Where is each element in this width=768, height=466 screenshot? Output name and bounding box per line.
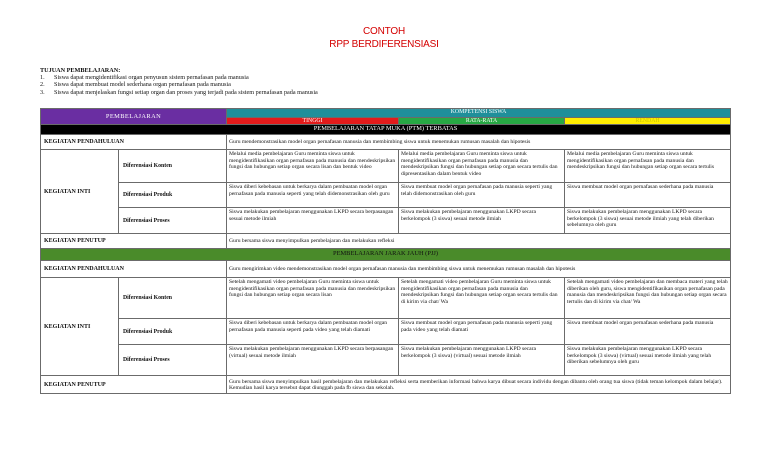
pjj-proses-label: Diferensiasi Proses [119,345,227,376]
pjj-produk-rata: Siswa membuat model organ pernafasan pada manusia seperti yang pada video yang telah diamati [399,319,565,345]
objective-item [40,89,318,96]
objective-item [40,81,318,88]
ptm-penutup-text: Guru bersama siswa menyimpulkan pembelajaran dan melakukan refleksi [227,234,731,249]
header-tinggi: TINGGI [227,118,399,125]
pjj-proses-rendah: Siswa melakukan pembelajaran menggunakan LKPD secara berkelompok (3 siswa) (virtual) sesuai metode ilmiah yang telah diberikan sebelumnya oleh guru [565,345,731,376]
pjj-penutup-label: KEGIATAN PENUTUP [41,376,227,394]
section-ptm-header: PEMBELAJARAN TATAP MUKA (PTM) TERBATAS [41,125,731,135]
document-title-line2: RPP BERDIFERENSIASI [329,39,439,50]
pjj-pendahuluan-text: Guru mengirimkan video mendemonstrasikan model organ pernafasan manusia dan membimbing siswa untuk menemukan rumusan masalah dan hipotesis [227,261,731,278]
pjj-proses-rata: Siswa melakukan pembelajaran menggunakan LKPD secara berkelompok (3 siswa) (virtual) sesuai metode ilmiah [399,345,565,376]
ptm-proses-label: Diferensiasi Proses [119,208,227,234]
rpp-table [40,108,731,394]
pjj-inti-label: KEGIATAN INTI [41,278,119,376]
ptm-konten-rata: Melalui media pembelajaran Guru meminta siswa untuk mengidentifikasikan organ pernafasan pada manusia dan mendeskripsikan fungsi dan hubungan setiap organ secara tertulis dan dipresentasikan dalam bentuk video [399,150,565,183]
ptm-pendahuluan-label: KEGIATAN PENDAHULUAN [41,135,227,150]
pjj-produk-rendah: Siswa membuat model organ pernafasan sederhana pada manusia [565,319,731,345]
ptm-inti-label: KEGIATAN INTI [41,150,119,234]
document-title-line1: CONTOH [363,26,405,37]
header-kompetensi-siswa: KOMPETENSI SISWA [227,109,731,118]
ptm-proses-tinggi: Siswa melakukan pembelajaran menggunakan LKPD secara berpasangan sesuai metode ilmiah [227,208,399,234]
ptm-penutup-label: KEGIATAN PENUTUP [41,234,227,249]
ptm-produk-rendah: Siswa membuat model organ pernafasan sederhana pada manusia [565,183,731,208]
header-rendah: RENDAH [565,118,731,125]
pjj-konten-rata: Setelah mengamati video pembelajaran Guru meminta siswa untuk mengidentifikasikan organ pernafasan pada manusia dan mendeskripsikan fungsi dan hubungan setiap organ secara tertulis dan di kirim via chat/ Wa [399,278,565,319]
ptm-konten-label: Diferensiasi Konten [119,150,227,183]
ptm-produk-label: Diferensiasi Produk [119,183,227,208]
learning-objectives [40,67,318,96]
pjj-konten-label: Diferensiasi Konten [119,278,227,319]
objectives-heading: TUJUAN PEMBELAJARAN: [40,67,121,74]
pjj-pendahuluan-label: KEGIATAN PENDAHULUAN [41,261,227,278]
ptm-proses-rendah: Siswa melakukan pembelajaran menggunakan LKPD secara berkelompok (3 siswa) sesuai metode ilmiah yang telah diberikan sebelumnya oleh guru [565,208,731,234]
objective-text: Siswa dapat menjelaskan fungsi setiap organ dan proses yang terjadi pada sistem pernafasan pada manusia [54,88,318,96]
pjj-konten-rendah: Setelah mengamati video pembelajaran dan membaca materi yang telah diberikan oleh guru, siswa mengidentifikasikan organ pernafasan pada manusia dan mendeskripsikan fungsi dan hubungan setiap organ secara tertulis dan di kirim via chat/ Wa [565,278,731,319]
header-pembelajaran: PEMBELAJARAN [41,109,227,125]
objective-text: Siswa dapat membuat model sederhana organ pernafasan pada manusia [54,81,231,89]
objective-number: 3. [40,88,45,96]
ptm-produk-rata: Siswa membuat model organ pernafasan pada manusia seperti yang telah didemonstrasikan oleh guru [399,183,565,208]
ptm-konten-tinggi: Melalui media pembelajaran Guru meminta siswa untuk mengidentifikasikan organ pernafasan pada manusia dan mendeskripsikan fungsi dan hubungan setiap organ secara lisan dan bentuk video [227,150,399,183]
pjj-produk-label: Diferensiasi Produk [119,319,227,345]
objective-item [40,74,318,81]
pjj-penutup-text: Guru bersama siswa menyimpulkan hasil pembelajaran dan melakukan refleksi serta memberikan informasi bahwa karya dibuat secara individu dengan dibantu oleh orang tua siswa (tidak teman kelompok dalam belajar). Kemudian hasil karya tersebut dapat diunggah pada fb siswa dan sekolah. [227,376,731,394]
objective-text: Siswa dapat mengidentifikasi organ penyusun sistem pernafasan pada manusia [54,74,249,82]
pjj-proses-tinggi: Siswa melakukan pembelajaran menggunakan LKPD secara berpasangan (virtual) sesuai metode ilmiah [227,345,399,376]
ptm-produk-tinggi: Siswa diberi kebebasan untuk berkarya dalam pembuatan model organ pernafasan pada manusia seperti yang telah didemonstrasikan oleh guru [227,183,399,208]
objective-number: 2. [40,81,45,89]
header-rata-rata: RATA-RATA [399,118,565,125]
section-pjj-header: PEMBELAJARAN JARAK JAUH (PJJ) [41,249,731,261]
ptm-pendahuluan-text: Guru mendemonstrasikan model organ pernafasan manusia dan membimbing siswa untuk menemukan rumusan masalah dan hipotesis [227,135,731,150]
objective-number: 1. [40,74,45,82]
ptm-proses-rata: Siswa melakukan pembelajaran menggunakan LKPD secara berkelompok (3 siswa) sesuai metode ilmiah [399,208,565,234]
pjj-konten-tinggi: Setelah mengamati video pembelajaran Guru meminta siswa untuk mengidentifikasikan organ pernafasan pada manusia dan mendeskripsikan fungsi dan hubungan setiap organ secara lisan [227,278,399,319]
ptm-konten-rendah: Melalui media pembelajaran Guru meminta siswa untuk mengidentifikasikan organ pernafasan pada manusia dan mendeskripsikan fungsi dan hubungan setiap organ secara tertulis [565,150,731,183]
pjj-produk-tinggi: Siswa diberi kebebasan untuk berkarya dalam pembuatan model organ pernafasan pada manusia seperti pada video yang telah diamati [227,319,399,345]
